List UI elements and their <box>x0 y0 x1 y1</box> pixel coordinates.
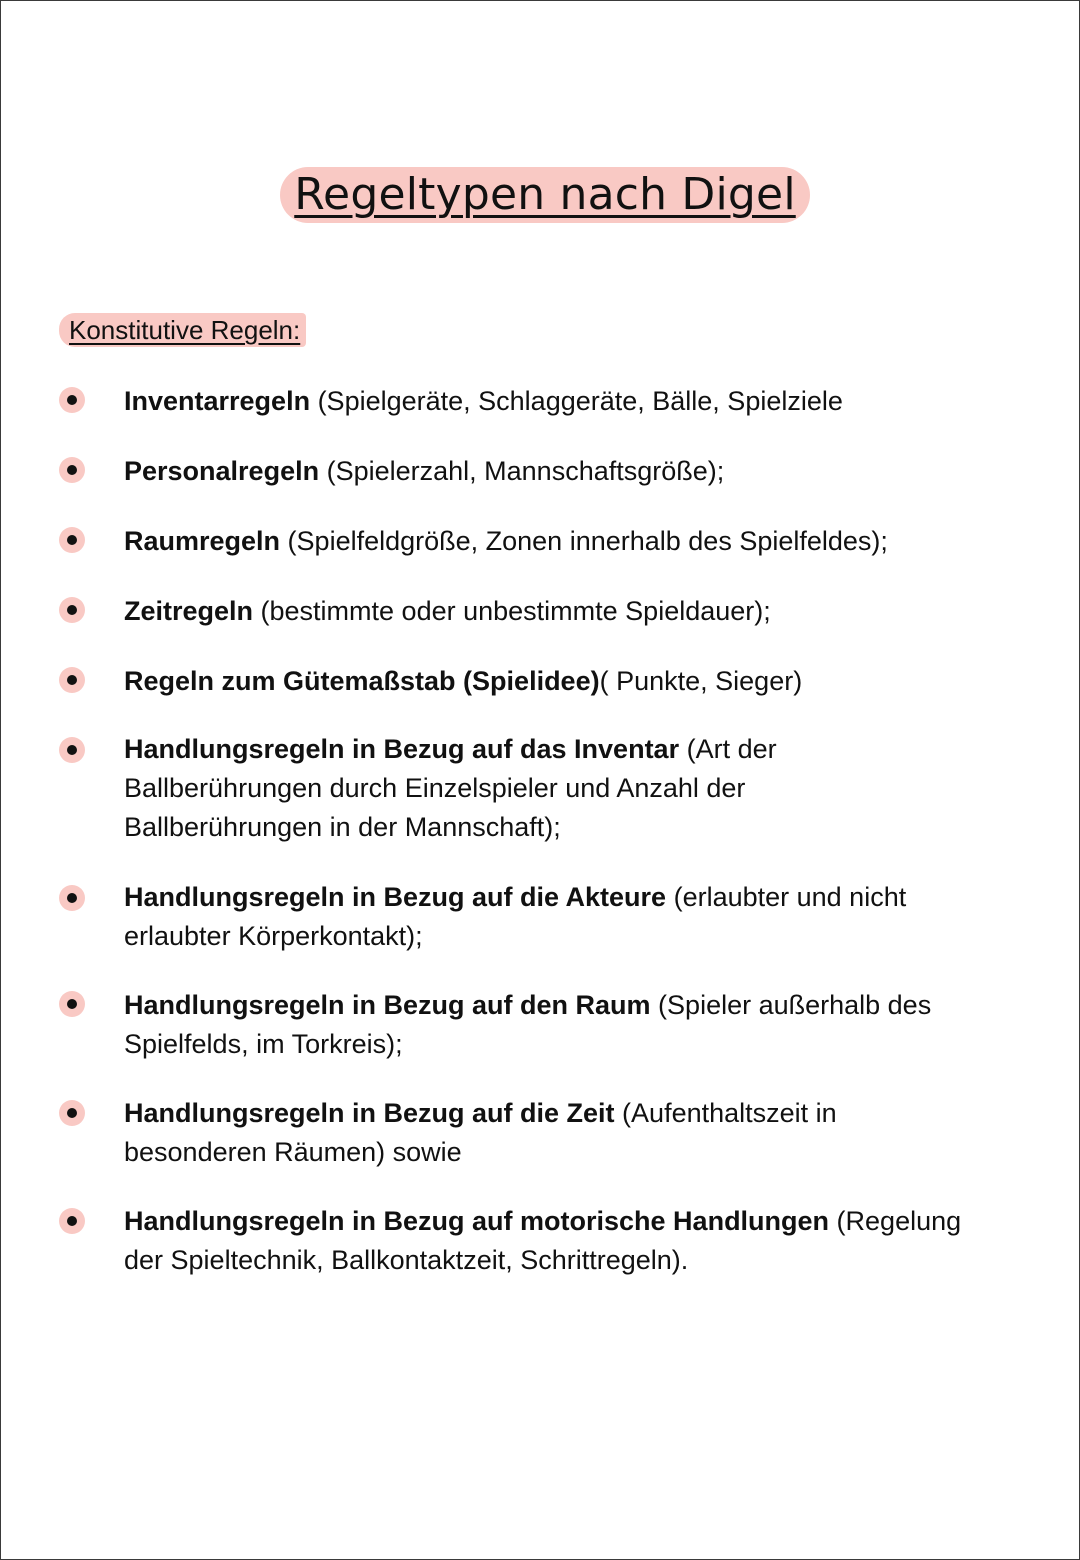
bullet-dot-icon <box>59 667 85 693</box>
rule-text <box>124 878 954 956</box>
bullet-dot-icon <box>59 1100 85 1126</box>
rule-text <box>124 452 1004 491</box>
section-heading: Konstitutive Regeln: <box>59 313 306 347</box>
document-title: Regeltypen nach Digel <box>280 167 810 223</box>
bullet-dot-icon <box>59 597 85 623</box>
rule-term: Inventarregeln <box>124 386 311 416</box>
rule-text <box>124 1094 884 1172</box>
rule-description: (bestimmte oder unbestimmte Spieldauer); <box>253 596 771 626</box>
rule-term: Raumregeln <box>124 526 281 556</box>
bullet-dot-icon <box>59 527 85 553</box>
rule-text <box>124 662 1004 701</box>
rule-description: (Spielerzahl, Mannschaftsgröße); <box>319 456 725 486</box>
rule-text <box>124 986 969 1064</box>
rule-text <box>124 592 1004 631</box>
title-container <box>1 167 1080 223</box>
rule-term: Handlungsregeln in Bezug auf die Zeit <box>124 1098 615 1128</box>
rule-term: Personalregeln <box>124 456 320 486</box>
rule-text <box>124 1202 994 1280</box>
rule-description: (Regelung der Spieltechnik, Ballkontaktzeit, Schrittregeln). <box>124 1206 962 1275</box>
bullet-dot-icon <box>59 457 85 483</box>
rule-term: Handlungsregeln in Bezug auf motorische Handlungen <box>124 1206 830 1236</box>
rule-term: Regeln zum Gütemaßstab (Spielidee) <box>124 666 600 696</box>
rule-term: Handlungsregeln in Bezug auf die Akteure <box>124 882 667 912</box>
bullet-dot-icon <box>59 885 85 911</box>
rule-text <box>124 382 1004 421</box>
rule-description: (Spielgeräte, Schlaggeräte, Bälle, Spielziele <box>310 386 843 416</box>
bullet-dot-icon <box>59 737 85 763</box>
bullet-dot-icon <box>59 1208 85 1234</box>
rule-description: (Spieler außerhalb des Spielfelds, im Torkreis); <box>124 990 932 1059</box>
rule-term: Handlungsregeln in Bezug auf das Inventar <box>124 734 680 764</box>
rule-description: (Aufenthaltszeit in besonderen Räumen) sowie <box>124 1098 837 1167</box>
bullet-dot-icon <box>59 991 85 1017</box>
rule-description: ( Punkte, Sieger) <box>599 666 803 696</box>
rule-description: (Art der Ballberührungen durch Einzelspieler und Anzahl der Ballberührungen in der Mannschaft); <box>124 734 777 842</box>
rule-text <box>124 522 1004 561</box>
bullet-dot-icon <box>59 387 85 413</box>
rule-term: Zeitregeln <box>124 596 254 626</box>
rule-description: (erlaubter und nicht erlaubter Körperkontakt); <box>124 882 907 951</box>
rule-text <box>124 730 814 847</box>
rule-description: (Spielfeldgröße, Zonen innerhalb des Spielfeldes); <box>280 526 888 556</box>
rule-term: Handlungsregeln in Bezug auf den Raum <box>124 990 651 1020</box>
